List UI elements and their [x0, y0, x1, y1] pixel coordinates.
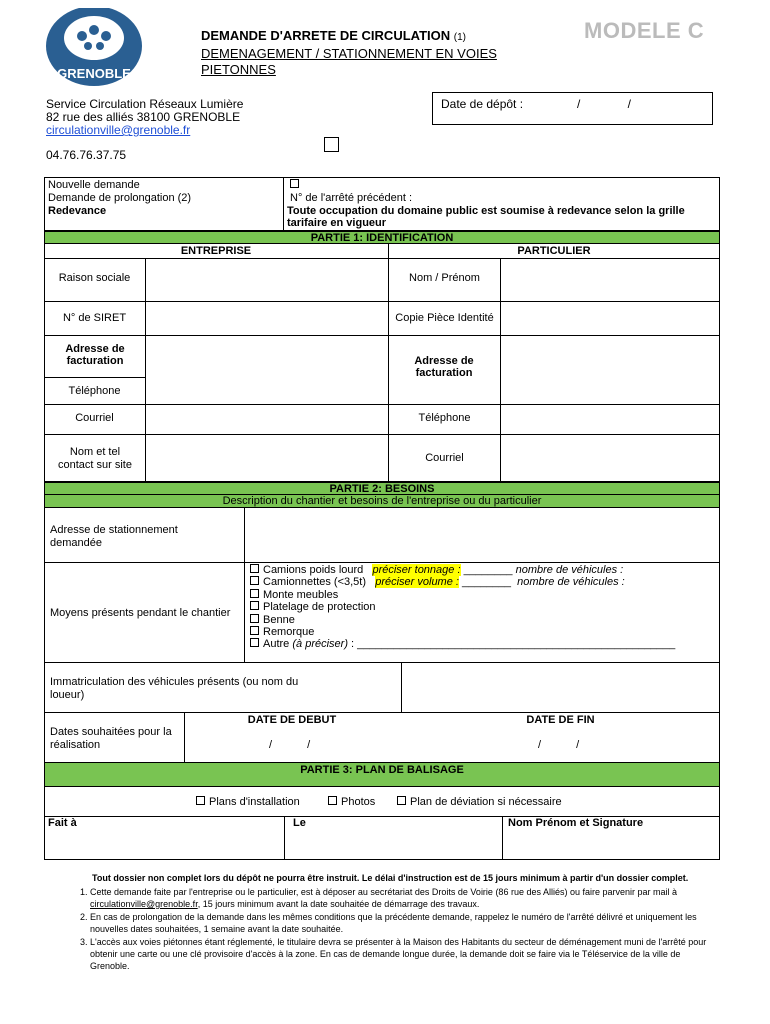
siret-input[interactable] — [146, 302, 388, 335]
checkbox[interactable] — [196, 796, 205, 805]
option-label: Monte meubles — [263, 588, 339, 601]
title-text: DEMANDE D'ARRETE DE CIRCULATION — [201, 28, 451, 43]
option-label: Remorque — [263, 626, 315, 639]
phone-p-label: Téléphone — [418, 412, 471, 424]
note-item: 3. L'accès aux voies piétonnes étant réglementé, le titulaire devra se présenter à la Maison des Habitants du secteur de déménagement muni de l'arrêté pour obtenir une carte ou une clé provisoire d'accès à la zone. En cas de demande longue durée, la demande doit se faire via le Téléservice de la ville de Grenoble. — [90, 936, 710, 972]
individual-header: PARTICULIER — [517, 245, 591, 257]
phone-p-input[interactable] — [501, 405, 720, 434]
blank-line: : ____________________________________________________ — [351, 638, 676, 651]
mail-p-input[interactable] — [501, 435, 720, 482]
grenoble-logo — [44, 8, 144, 88]
checkbox[interactable] — [250, 626, 259, 635]
model-label: MODELE C — [584, 18, 705, 43]
end-date-header: DATE DE FIN — [526, 714, 595, 726]
phone-label: Téléphone — [68, 385, 121, 397]
service-email-link[interactable]: circulationville@grenoble.fr — [46, 123, 191, 137]
done-at-label: Fait à — [48, 817, 77, 829]
option-skip[interactable] — [250, 614, 715, 626]
detour-label: Plan de déviation si nécessaire — [410, 796, 562, 808]
option-lift[interactable] — [250, 589, 715, 601]
signature-label: Nom Prénom et Signature — [508, 817, 644, 829]
option-label: Autre — [263, 638, 290, 651]
contact-label: Nom et tel contact sur site — [58, 446, 132, 471]
option-other[interactable] — [250, 638, 715, 650]
part2-subheader: Description du chantier et besoins de l'entreprise ou du particulier — [44, 495, 720, 508]
billing-input[interactable] — [146, 336, 388, 377]
id-copy-label: Copie Pièce Identité — [395, 312, 494, 324]
title-note: (1) — [453, 32, 466, 43]
new-request-checkbox[interactable] — [290, 179, 303, 191]
option-truck[interactable] — [250, 564, 715, 576]
contact-input[interactable] — [146, 435, 388, 482]
mail-label: Courriel — [75, 412, 114, 424]
date-label: Le — [293, 817, 306, 829]
checkbox[interactable] — [250, 614, 259, 623]
divider — [44, 712, 720, 713]
dates-label: Dates souhaitées pour la réalisation — [50, 726, 172, 751]
signature-input[interactable] — [503, 829, 719, 859]
depot-date-box[interactable] — [432, 92, 713, 125]
address-label: Adresse de stationnement demandée — [50, 524, 178, 549]
part3-header: PARTIE 3: PLAN DE BALISAGE — [44, 763, 720, 787]
document-subtitle: DEMENAGEMENT / STATIONNEMENT EN VOIES PIETONNES — [201, 46, 497, 77]
checkbox[interactable] — [250, 576, 259, 585]
option-label: Camionnettes (<3,5t) — [263, 576, 367, 589]
name-label: Nom / Prénom — [409, 272, 480, 284]
start-date-input[interactable]: / / — [269, 739, 311, 751]
option-trailer[interactable] — [250, 626, 715, 638]
other-hint: (à préciser) — [292, 638, 348, 651]
service-address: 82 rue des alliés 38100 GRENOBLE — [46, 110, 241, 124]
checkbox[interactable] — [250, 638, 259, 647]
service-name: Service Circulation Réseaux Lumière — [46, 97, 244, 111]
new-request-label: Nouvelle demande — [48, 179, 140, 191]
notes-list — [70, 886, 710, 972]
footer-notes — [70, 872, 710, 973]
logo-text: GRENOBLE — [57, 66, 131, 81]
large-checkbox[interactable] — [324, 137, 339, 152]
part2-header: PARTIE 2: BESOINS — [44, 482, 720, 495]
divider — [44, 377, 146, 378]
checkbox[interactable] — [250, 601, 259, 610]
photos-label: Photos — [341, 796, 376, 808]
van-count: nombre de véhicules : — [517, 576, 625, 589]
siret-label: N° de SIRET — [62, 312, 127, 324]
means-label: Moyens présents pendant le chantier — [50, 607, 231, 619]
note-email-link[interactable]: circulationville@grenoble.fr — [90, 899, 198, 909]
checkbox[interactable] — [328, 796, 337, 805]
depot-label: Date de dépôt : — [441, 97, 524, 111]
part1-header: PARTIE 1: IDENTIFICATION — [44, 231, 720, 244]
mail-p-label: Courriel — [425, 452, 464, 464]
option-van[interactable] — [250, 576, 715, 588]
fee-text: Toute occupation du domaine public est soumise à redevance selon la grille tarifaire en vigueur — [287, 205, 685, 229]
mail-input[interactable] — [146, 405, 388, 434]
service-info — [46, 98, 243, 137]
warning-text: Tout dossier non complet lors du dépôt ne pourra être instruit. Le délai d'instruction est de 15 jours minimum à partir d'un dossier complet. — [92, 873, 689, 883]
install-option[interactable] — [196, 796, 300, 808]
name-input[interactable] — [501, 259, 720, 301]
option-platform[interactable] — [250, 601, 715, 613]
prev-decree-label: N° de l'arrêté précédent : — [290, 192, 413, 204]
date-input[interactable] — [285, 829, 502, 859]
fee-label: Redevance — [48, 205, 107, 217]
note-item — [90, 886, 710, 910]
start-date-header: DATE DE DEBUT — [247, 714, 337, 726]
photos-option[interactable] — [328, 796, 375, 808]
depot-slashes: / / — [577, 97, 632, 111]
detour-option[interactable] — [397, 796, 562, 808]
id-copy-input[interactable] — [501, 302, 720, 335]
end-date-input[interactable]: / / — [538, 739, 580, 751]
divider — [283, 177, 284, 231]
plates-label: Immatriculation des véhicules présents (ou nom du loueur) — [50, 676, 299, 701]
option-label: Benne — [263, 613, 295, 626]
company-header: ENTREPRISE — [180, 245, 252, 257]
truck-count: nombre de véhicules : — [515, 564, 624, 576]
option-label: Platelage de protection — [263, 601, 376, 614]
divider — [44, 562, 720, 563]
raison-input[interactable] — [146, 259, 388, 301]
raison-label: Raison sociale — [58, 272, 131, 284]
option-label: Camions poids lourd — [263, 564, 364, 576]
checkbox[interactable] — [397, 796, 406, 805]
install-label: Plans d'installation — [209, 796, 300, 808]
van-hint: préciser volume : — [375, 576, 459, 589]
note-item: 2. En cas de prolongation de la demande dans les mêmes conditions que la précédente demande, rappelez le numéro de l'arrêté délivré et uniquement les nouvelles dates souhaitées, 1 semaine avant la date souhaitée. — [90, 911, 710, 935]
billing-label: Adresse de facturation — [65, 343, 125, 367]
blank-line: ________ — [462, 576, 511, 589]
billing-p-input[interactable] — [501, 336, 720, 404]
done-at-input[interactable] — [45, 829, 284, 859]
document-title — [201, 28, 466, 43]
note-text: , 15 jours minimum avant la date souhaitée de démarrage des travaux. — [197, 899, 480, 909]
note-text: Cette demande faite par l'entreprise ou le particulier, est à déposer au secrétariat des Droits de Voirie (86 rue des Alliés) ou faire parvenir par mail à — [90, 887, 678, 897]
means-options — [250, 564, 715, 651]
address-input[interactable] — [245, 508, 720, 562]
blank-line: ________ — [463, 564, 513, 576]
billing-p-label: Adresse de facturation — [414, 355, 474, 379]
extension-label: Demande de prolongation (2) — [48, 192, 192, 204]
checkbox[interactable] — [250, 589, 259, 598]
truck-hint: préciser tonnage : — [372, 564, 461, 576]
plates-input[interactable] — [402, 663, 720, 712]
service-phone: 04.76.76.37.75 — [46, 148, 127, 162]
checkbox[interactable] — [250, 564, 259, 573]
